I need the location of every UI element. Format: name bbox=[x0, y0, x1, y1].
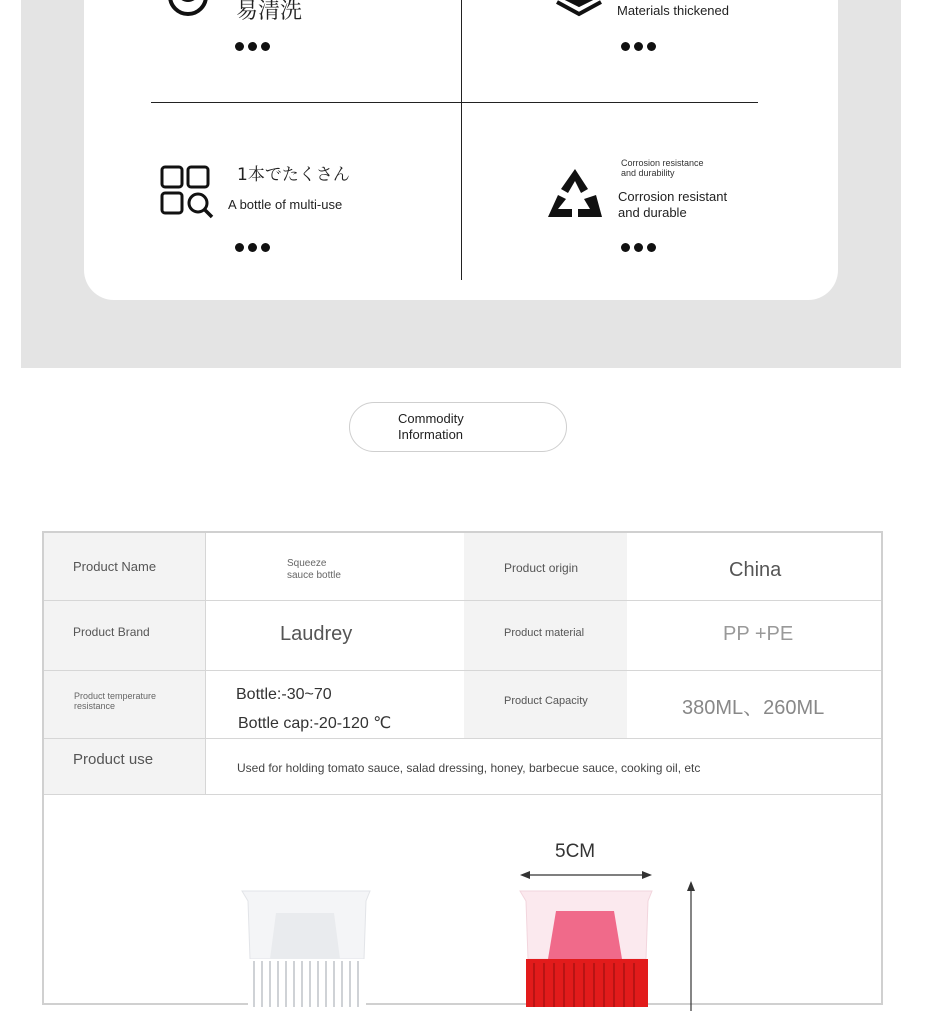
recycle-icon bbox=[544, 165, 606, 225]
product-name-value bbox=[287, 558, 341, 582]
temperature-label-line1: Product temperature bbox=[74, 691, 157, 701]
feature-dots-4 bbox=[621, 243, 660, 252]
dimension-height-arrow bbox=[684, 881, 698, 1011]
feature-corrosion-small-line2: and durability bbox=[621, 168, 675, 178]
feature-corrosion-text bbox=[618, 189, 727, 221]
feature-dots-2 bbox=[621, 42, 660, 51]
white-bottle-image bbox=[240, 887, 380, 1007]
temperature-value-cap: Bottle cap:-20-120 ℃ bbox=[238, 715, 392, 732]
feature-corrosion-line1: Corrosion resistant bbox=[618, 189, 728, 204]
product-name-value-line1: Squeeze bbox=[287, 558, 327, 569]
temperature-label-line2: resistance bbox=[74, 701, 116, 711]
dimension-width-arrow bbox=[520, 869, 652, 881]
feature-dots-3 bbox=[235, 243, 274, 252]
column-divider bbox=[205, 533, 206, 795]
feature-dots-1 bbox=[235, 42, 274, 51]
clean-icon bbox=[166, 0, 212, 20]
section-title-line1: Commodity bbox=[398, 411, 464, 426]
feature-corrosion-line2: and durable bbox=[618, 205, 687, 220]
row-divider bbox=[44, 738, 881, 739]
row-divider bbox=[44, 794, 881, 795]
product-info-table bbox=[42, 531, 883, 1005]
feature-multi-use-title: 1本でたくさん bbox=[237, 165, 350, 185]
capacity-label: Product Capacity bbox=[504, 695, 588, 707]
product-material-label: Product material bbox=[504, 627, 585, 639]
product-brand-value: Laudrey bbox=[280, 623, 353, 645]
temperature-value-bottle: Bottle:-30~70 bbox=[236, 686, 332, 703]
product-name-label: Product Name bbox=[73, 559, 157, 574]
row-divider bbox=[44, 600, 881, 601]
product-use-label: Product use bbox=[73, 751, 154, 768]
product-material-value: PP +PE bbox=[723, 623, 794, 645]
feature-multi-use-subtitle: A bottle of multi-use bbox=[228, 197, 343, 212]
features-divider-horizontal bbox=[151, 102, 758, 103]
dimension-width-label: 5CM bbox=[555, 841, 596, 862]
capacity-value: 380ML、260ML bbox=[682, 697, 825, 719]
features-divider-vertical bbox=[461, 0, 462, 280]
product-use-value: Used for holding tomato sauce, salad dressing, honey, barbecue sauce, cooking oil, etc bbox=[237, 761, 701, 775]
section-title-pill bbox=[349, 402, 567, 452]
section-title-line2: Information bbox=[398, 427, 464, 442]
feature-thickened-subtitle: Materials thickened bbox=[617, 3, 729, 18]
row-divider bbox=[44, 670, 881, 671]
red-bottle-image bbox=[518, 887, 658, 1007]
section-title bbox=[398, 411, 464, 443]
temperature-value bbox=[236, 680, 391, 738]
product-origin-label: Product origin bbox=[504, 561, 579, 575]
feature-corrosion-small-line1: Corrosion resistance bbox=[621, 158, 704, 168]
product-origin-value: China bbox=[729, 559, 782, 581]
feature-corrosion-small bbox=[621, 158, 704, 178]
multi-use-icon bbox=[160, 165, 216, 221]
layers-icon bbox=[555, 0, 603, 18]
temperature-label bbox=[74, 691, 156, 711]
feature-easy-clean-title: 易清洗 bbox=[236, 0, 303, 24]
product-name-value-line2: sauce bottle bbox=[287, 570, 341, 581]
product-brand-label: Product Brand bbox=[73, 625, 150, 639]
